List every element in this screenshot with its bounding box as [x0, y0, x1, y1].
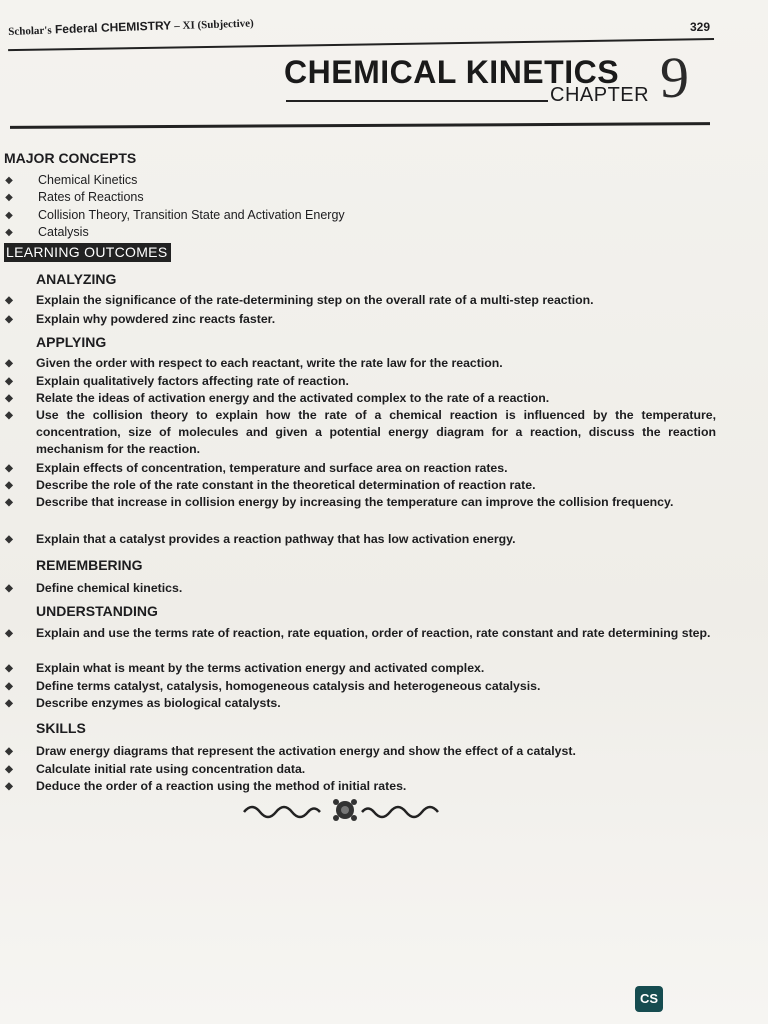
publisher-name: Scholar's — [8, 24, 52, 38]
diamond-bullet-icon: ◆ — [5, 175, 13, 186]
diamond-bullet-icon: ◆ — [5, 698, 13, 709]
chapter-heading — [280, 45, 720, 122]
flourish-divider-icon — [240, 798, 450, 822]
remembering-heading: REMEMBERING — [36, 557, 143, 573]
learning-outcomes-banner: LEARNING OUTCOMES — [4, 243, 171, 262]
diamond-bullet-icon: ◆ — [5, 227, 13, 238]
diamond-bullet-icon: ◆ — [5, 534, 13, 545]
diamond-bullet-icon: ◆ — [5, 681, 13, 692]
section-divider — [10, 122, 710, 129]
diamond-bullet-icon: ◆ — [5, 314, 13, 325]
book-title: Federal CHEMISTRY — [54, 18, 172, 37]
diamond-bullet-icon: ◆ — [5, 583, 13, 594]
major-concepts-heading: MAJOR CONCEPTS — [4, 150, 137, 166]
diamond-bullet-icon: ◆ — [5, 410, 13, 421]
diamond-bullet-icon: ◆ — [5, 210, 13, 221]
chapter-title-rule — [286, 100, 548, 102]
diamond-bullet-icon: ◆ — [5, 764, 13, 775]
header-rule — [8, 38, 714, 51]
diamond-bullet-icon: ◆ — [5, 376, 13, 387]
diamond-bullet-icon: ◆ — [5, 746, 13, 757]
chapter-number: 9 — [660, 45, 689, 110]
diamond-bullet-icon: ◆ — [5, 192, 13, 203]
diamond-bullet-icon: ◆ — [5, 295, 13, 306]
applying-heading: APPLYING — [36, 334, 107, 350]
diamond-bullet-icon: ◆ — [5, 663, 13, 674]
diamond-bullet-icon: ◆ — [5, 480, 13, 491]
camscanner-badge-icon: CS — [635, 986, 663, 1012]
book-subtitle: – XI (Subjective) — [174, 17, 254, 33]
chapter-title: CHEMICAL KINETICS — [284, 54, 620, 90]
understanding-heading: UNDERSTANDING — [36, 603, 158, 619]
document-page: Scholar's Federal CHEMISTRY – XI (Subjective) 329 CHEMICAL KINETICS CHAPTER 9 MAJOR CONCEPTS ◆ Chemical Kinetics ◆ Rates of Reactions ◆ Collision Theory, Transition State and Activation Energy ◆ Catalysis LEARNING OUTCOMES ANALYZING ◆ Explain the significance of the rate-determining step on the overall rate of a multi-step reaction. ◆ Explain why powdered zinc reacts faster. APPLYING ◆ Given the order with respect to each reactant, write the rate law for the reaction. ◆ Explain qualitatively factors affecting rate of reaction. ◆ Relate the ideas of activation energy and the activated complex to the rate of a reaction. ◆ Use the collision theory to explain how the rate of a chemical reaction is influenced by the temperature, concentration, size of molecules and given a potential energy diagram for a reaction, discuss the reaction mechanism for the reaction. ◆ Explain effects of concentration, temperature and surface area on reaction rates. ◆ Describe the role of the rate constant in the theoretical determination of reaction rate. ◆ Describe that increase in collision energy by increasing the temperature can improve the collision frequency. ◆ Explain that a catalyst provides a reaction pathway that has low activation energy. REMEMBERING ◆ Define chemical kinetics. UNDERSTANDING ◆ Explain and use the terms rate of reaction, rate equation, order of reaction, rate constant and rate determining step. ◆ Explain what is meant by the terms activation energy and activated complex. ◆ Define terms catalyst, catalysis, homogeneous catalysis and heterogeneous catalysis. ◆ Describe enzymes as biological catalysts. SKILLS ◆ Draw energy diagrams that represent the activation energy and show the effect of a catalyst. ◆ Calculate initial rate using concentration data. ◆ Deduce the order of a reaction using the method of initial rates. CS — [0, 0, 768, 1024]
series-title — [8, 15, 254, 38]
skills-heading: SKILLS — [36, 720, 86, 736]
analyzing-heading: ANALYZING — [36, 271, 117, 287]
page-number: 329 — [689, 20, 710, 34]
diamond-bullet-icon: ◆ — [5, 393, 13, 404]
diamond-bullet-icon: ◆ — [5, 358, 13, 369]
diamond-bullet-icon: ◆ — [5, 628, 13, 639]
chapter-label: CHAPTER — [550, 84, 650, 106]
diamond-bullet-icon: ◆ — [5, 497, 13, 508]
diamond-bullet-icon: ◆ — [5, 781, 13, 792]
diamond-bullet-icon: ◆ — [5, 463, 13, 474]
